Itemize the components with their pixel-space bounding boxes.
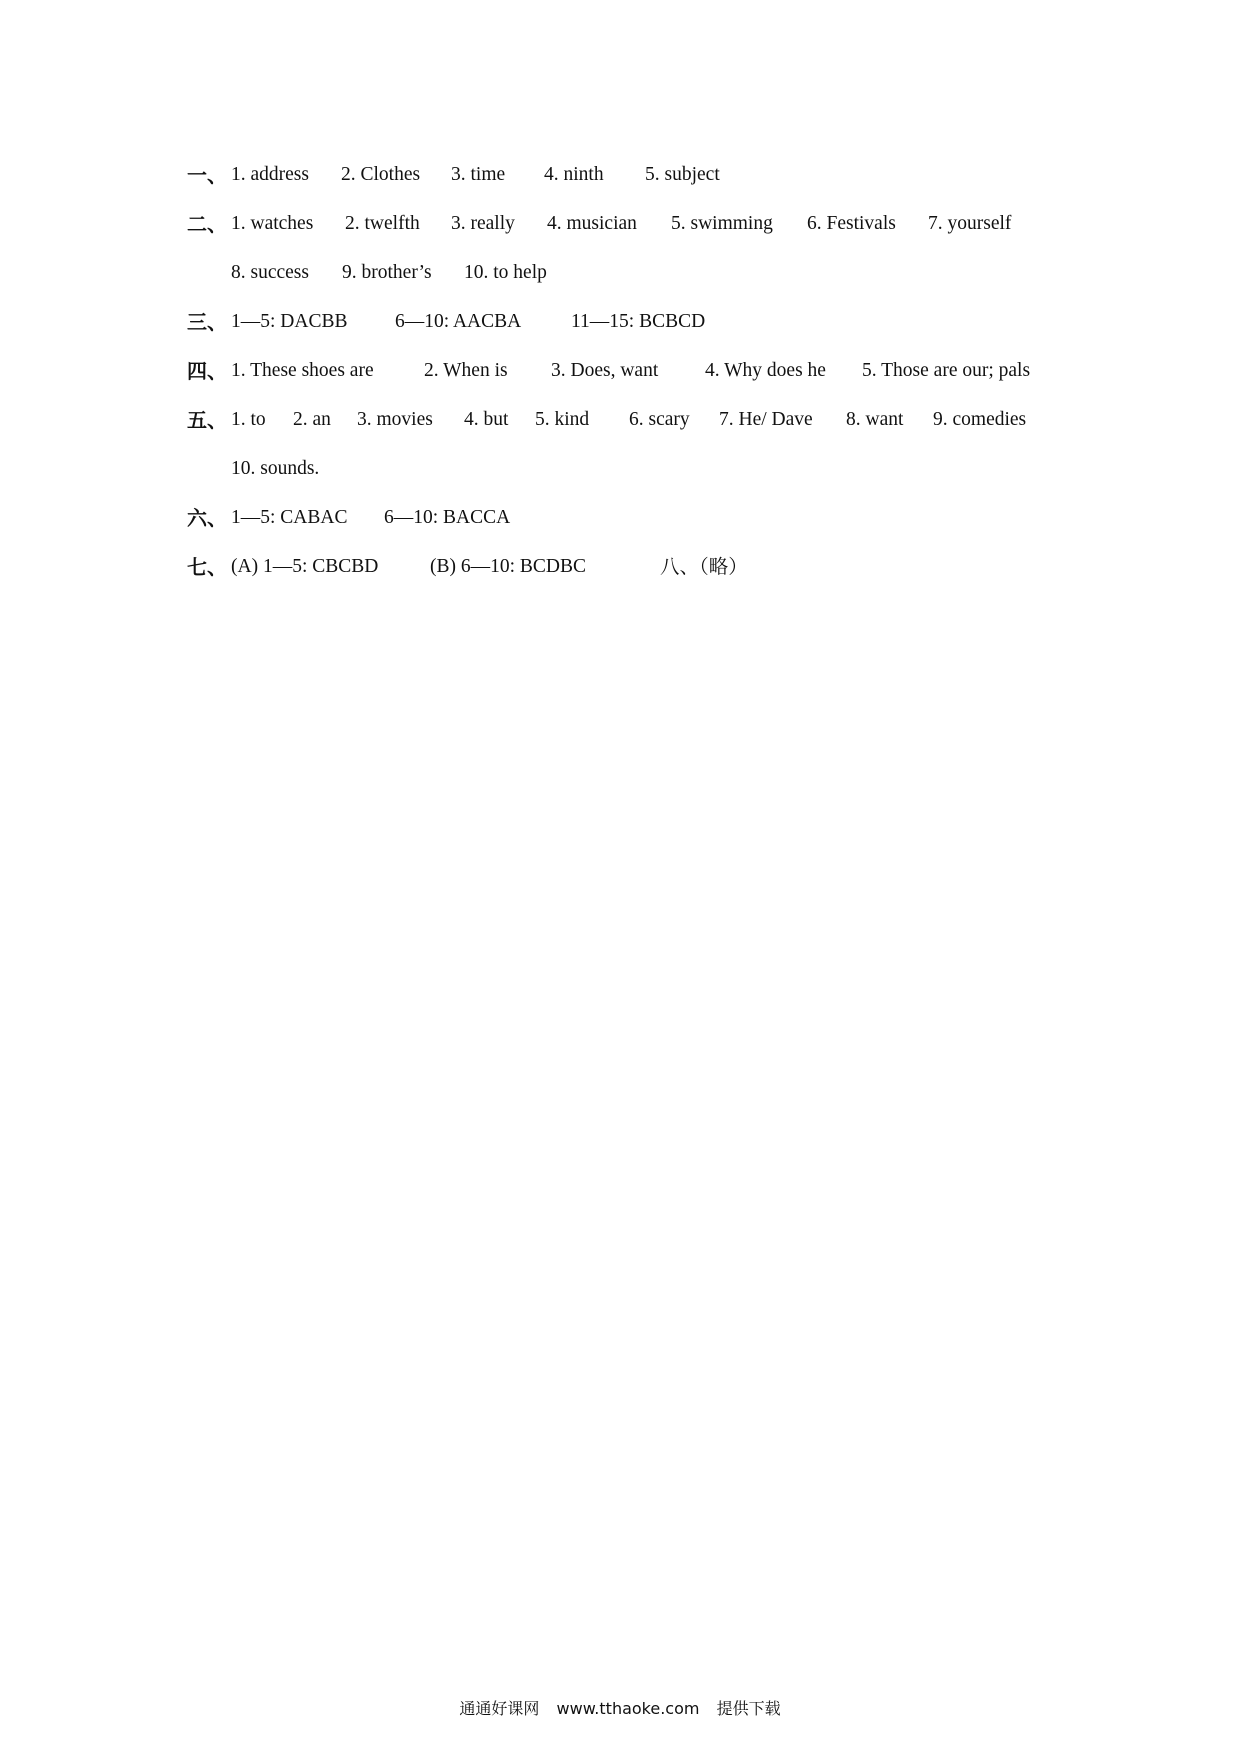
answer-item: 3. time [451, 164, 506, 185]
answer-item: 6—10: AACBA [395, 311, 522, 332]
answer-item: 3. movies [357, 409, 433, 430]
answer-item: 6. scary [629, 409, 690, 430]
section-marker: 一、 [187, 163, 227, 187]
section-marker: 四、 [187, 359, 227, 383]
answer-item: 2. Clothes [341, 164, 421, 185]
answer-item: 4. but [464, 409, 509, 430]
footer-site: 通通好课网 [459, 1699, 540, 1718]
answer-item: 5. Those are our; pals [862, 360, 1031, 381]
answer-item: 2. twelfth [345, 213, 420, 234]
answer-item: (B) 6—10: BCDBC [430, 556, 587, 577]
answer-item: 2. When is [424, 360, 508, 381]
answer-item: 3. Does, want [551, 360, 659, 381]
section-marker: 二、 [187, 212, 227, 236]
answer-item: 1—5: DACBB [231, 311, 348, 332]
answer-item: 8. success [231, 262, 309, 283]
answer-item: 9. brother’s [342, 262, 432, 283]
answer-item: 2. an [293, 409, 331, 430]
answer-item: 4. ninth [544, 164, 604, 185]
answer-item: 10. to help [464, 262, 547, 283]
section-marker: 五、 [187, 408, 227, 432]
answer-item: 1. These shoes are [231, 360, 374, 381]
footer-suffix: 提供下载 [716, 1699, 781, 1718]
answer-item: 1. watches [231, 213, 314, 234]
answer-item: 7. yourself [928, 213, 1012, 234]
answer-item: 5. kind [535, 409, 590, 430]
section-8-note: 八、（略） [660, 555, 748, 578]
section-marker: 六、 [187, 506, 227, 530]
section-marker: 三、 [187, 310, 227, 334]
footer-credit [0, 1698, 1240, 1720]
answer-item: 6. Festivals [807, 213, 896, 234]
answer-item: 6—10: BACCA [384, 507, 511, 528]
answer-item: 5. subject [645, 164, 720, 185]
answer-item: 4. musician [547, 213, 637, 234]
answer-item: 8. want [846, 409, 904, 430]
footer-url: www.tthaoke.com [556, 1699, 700, 1718]
answer-item: 1—5: CABAC [231, 507, 348, 528]
answer-item: 1. to [231, 409, 266, 430]
answer-item: (A) 1—5: CBCBD [231, 556, 379, 577]
answer-item: 7. He/ Dave [719, 409, 813, 430]
answer-item: 3. really [451, 213, 515, 234]
answer-item: 11—15: BCBCD [571, 311, 706, 332]
answer-item: 4. Why does he [705, 360, 826, 381]
answer-item: 9. comedies [933, 409, 1027, 430]
answer-item: 1. address [231, 164, 309, 185]
answer-item: 5. swimming [671, 213, 773, 234]
section-marker: 七、 [187, 555, 227, 579]
answer-item: 10. sounds. [231, 458, 320, 479]
